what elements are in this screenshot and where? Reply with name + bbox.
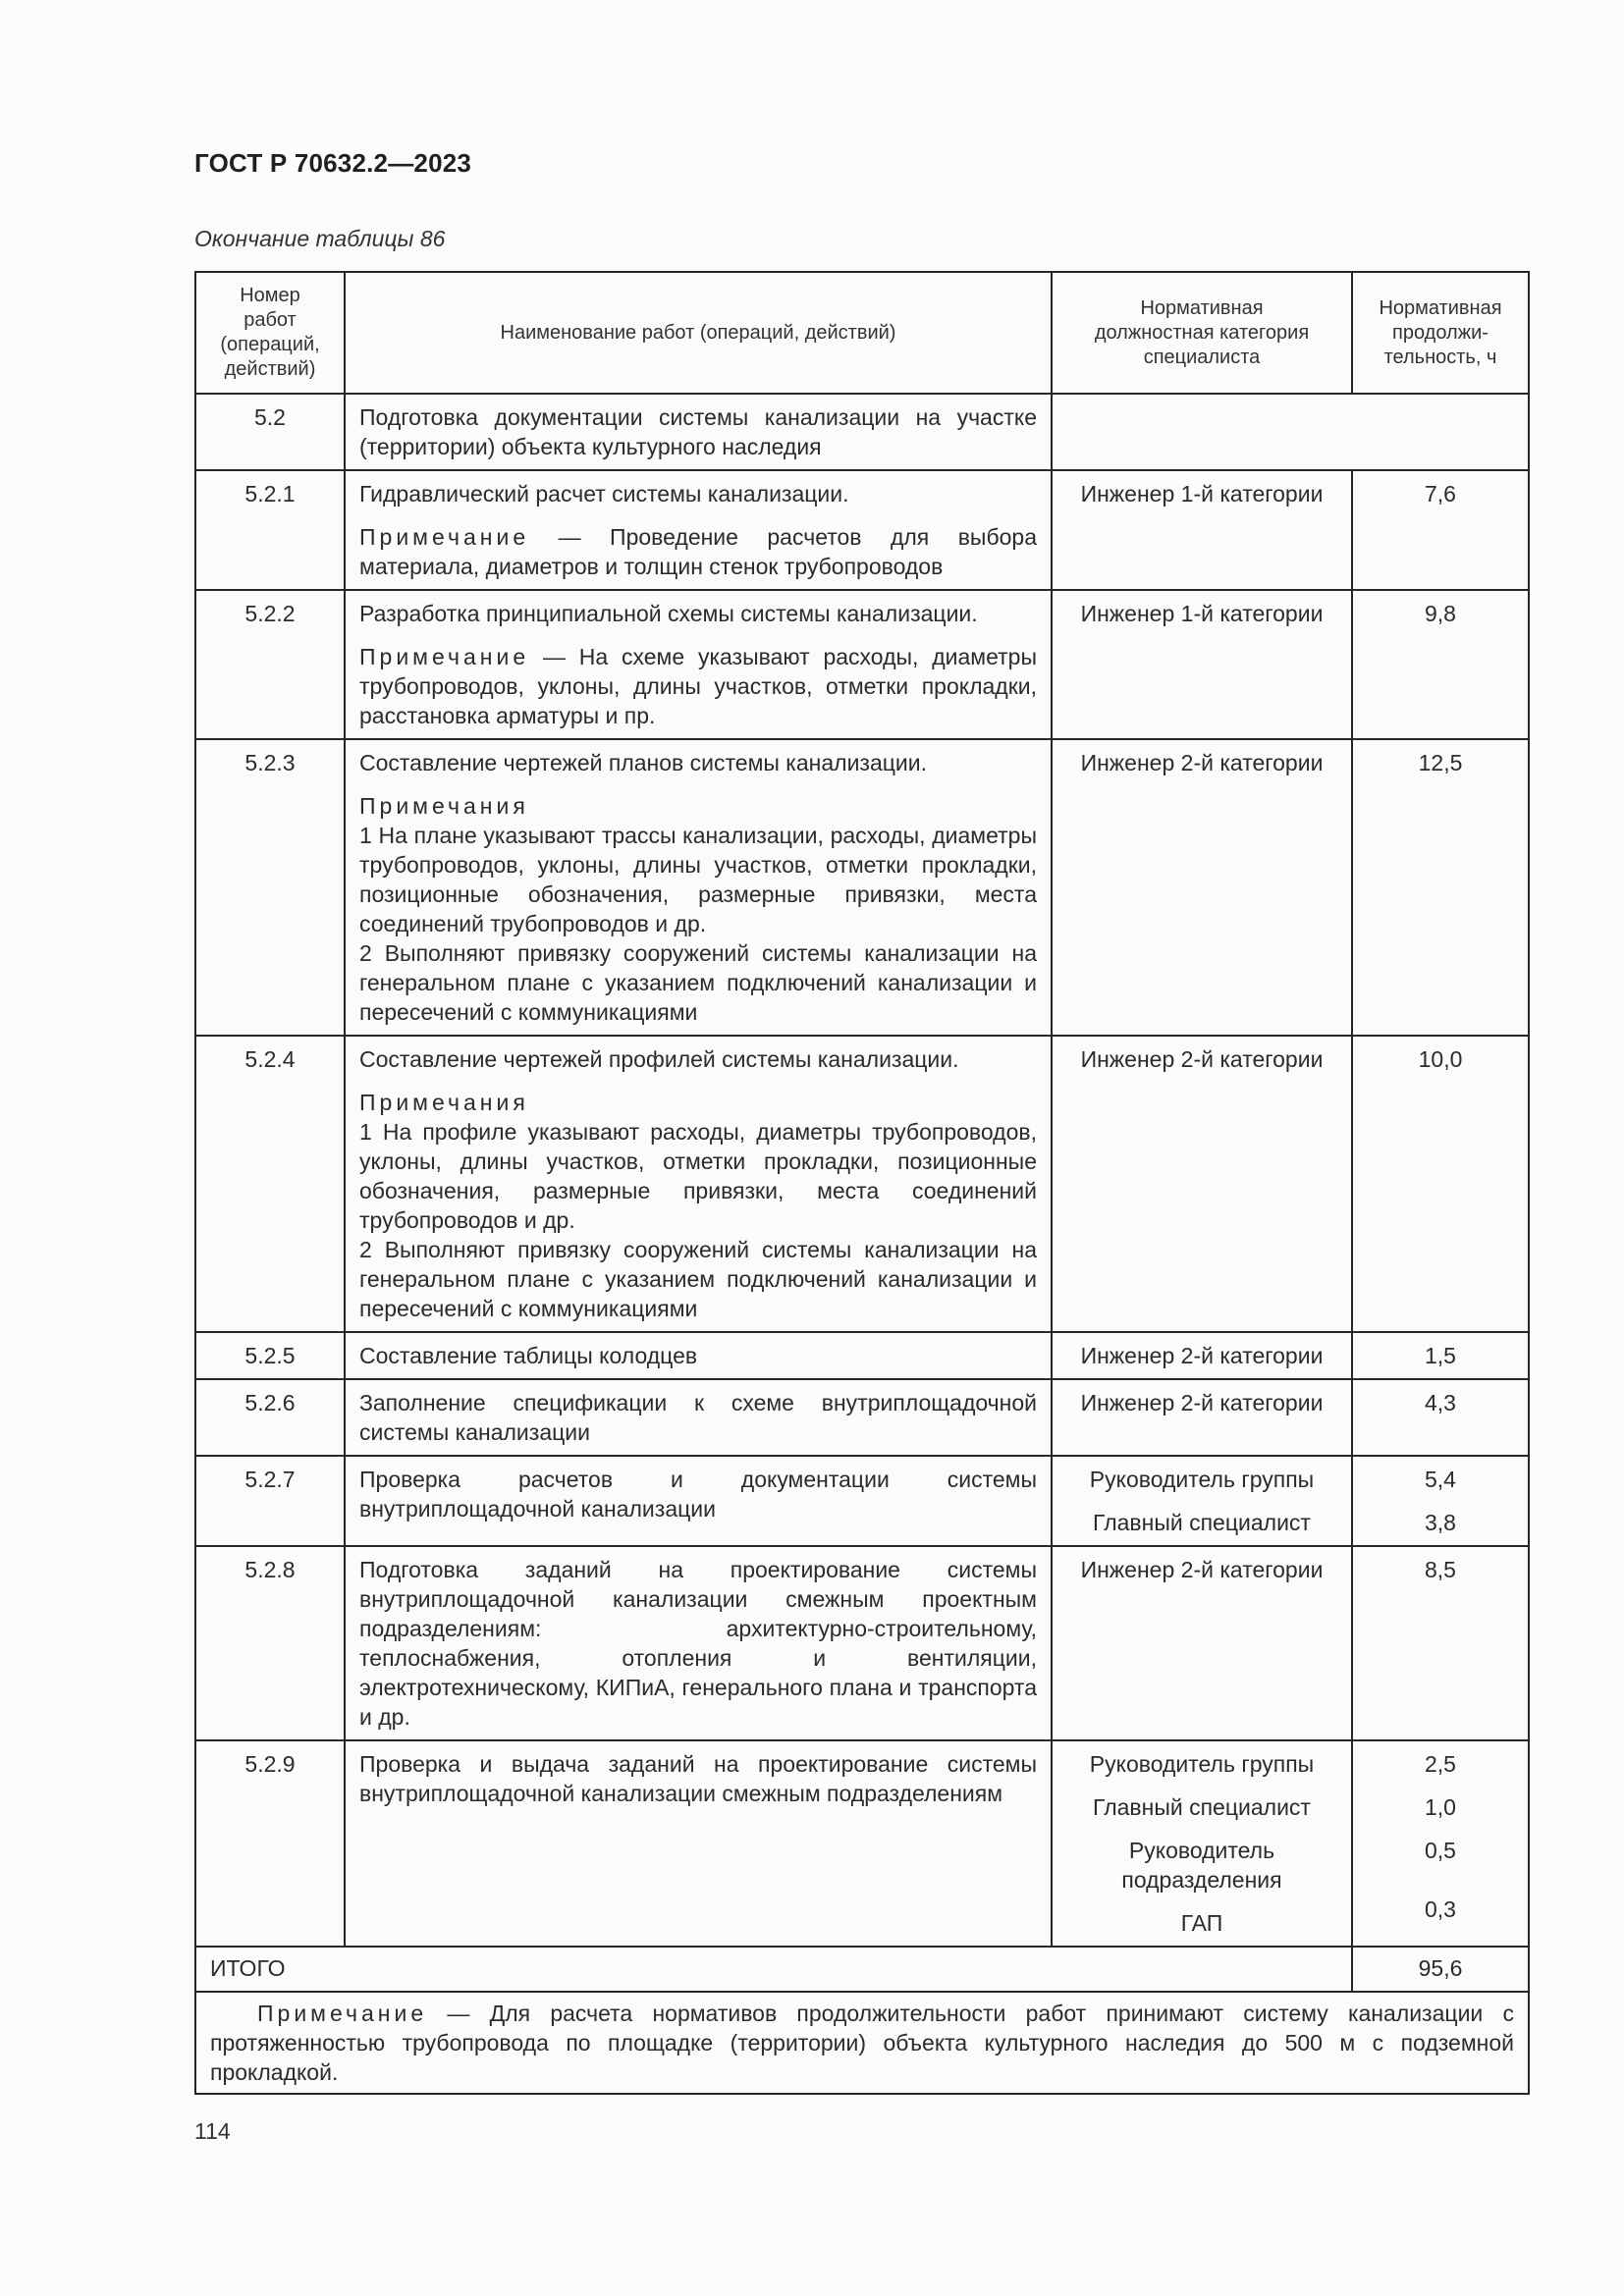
specialist-category: Руководитель группы bbox=[1089, 1751, 1315, 1777]
work-name: Составление чертежей планов системы канализации. bbox=[359, 750, 928, 775]
work-note: Примечание — Проведение расчетов для выбора материала, диаметров и толщин стенок трубопроводов bbox=[359, 524, 1037, 579]
work-notes: Примечания 1 На профиле указывают расходы, диаметры трубопроводов, уклоны, длины участков, отметки прокладки, позиционные обозначения, размерные привязки, места соединений трубопроводов и др. 2 Выполняют привязку сооружений системы канализации на генеральном плане с указанием подключений канализации и пересечений с коммуникациями bbox=[359, 1090, 1037, 1321]
specialist-category: Инженер 1-й категории bbox=[1080, 601, 1324, 626]
duration-value: 7,6 bbox=[1425, 481, 1456, 507]
work-name: Составление таблицы колодцев bbox=[359, 1343, 698, 1368]
total-label: ИТОГО bbox=[210, 1955, 286, 1981]
header-num: Номер работ (операций, действий) bbox=[195, 272, 345, 394]
table-row bbox=[195, 1332, 1529, 1379]
specialist-category: Инженер 1-й категории bbox=[1080, 481, 1324, 507]
total-value: 95,6 bbox=[1418, 1955, 1463, 1981]
table-row bbox=[195, 1036, 1529, 1332]
work-notes: Примечания 1 На плане указывают трассы канализации, расходы, диаметры трубопроводов, уклоны, длины участков, отметки прокладки, позиционные обозначения, размерные привязки, места соединений трубопроводов и др. 2 Выполняют привязку сооружений системы канализации на генеральном плане с указанием подключений канализации и пересечений с коммуникациями bbox=[359, 793, 1037, 1025]
specialist-category: Инженер 2-й категории bbox=[1080, 1557, 1324, 1582]
work-name: Подготовка заданий на проектирование системы внутриплощадочной канализации смежным проектным подразделениям: архитектурно-строительному, теплоснабжения, отопления и вентиляции, электротехническому, КИПиА, генерального плана и транспорта и др. bbox=[359, 1557, 1037, 1730]
work-name: Заполнение спецификации к схеме внутриплощадочной системы канализации bbox=[359, 1390, 1037, 1445]
norms-table bbox=[194, 271, 1530, 2095]
table-caption: Окончание таблицы 86 bbox=[194, 226, 446, 251]
duration-value: 5,4 bbox=[1425, 1467, 1456, 1492]
duration-value: 1,5 bbox=[1425, 1343, 1456, 1368]
duration-value: 1,0 bbox=[1425, 1794, 1456, 1820]
specialist-category: Инженер 2-й категории bbox=[1080, 1046, 1324, 1072]
work-name: Составление чертежей профилей системы канализации. bbox=[359, 1046, 959, 1072]
row-number: 5.2 bbox=[254, 404, 286, 430]
header-category: Нормативная должностная категория специалиста bbox=[1052, 272, 1352, 394]
specialist-category: ГАП bbox=[1180, 1910, 1223, 1936]
specialist-category: Инженер 2-й категории bbox=[1080, 1390, 1324, 1415]
row-number: 5.2.5 bbox=[244, 1343, 296, 1368]
duration-value: 9,8 bbox=[1425, 601, 1456, 626]
row-number: 5.2.8 bbox=[244, 1557, 296, 1582]
duration-value: 8,5 bbox=[1425, 1557, 1456, 1582]
table-row bbox=[195, 590, 1529, 739]
specialist-category: Главный специалист bbox=[1093, 1794, 1311, 1820]
duration-value: 0,3 bbox=[1425, 1896, 1456, 1922]
row-number: 5.2.2 bbox=[244, 601, 296, 626]
total-row bbox=[195, 1947, 1529, 1992]
row-number: 5.2.6 bbox=[244, 1390, 296, 1415]
specialist-category: Руководитель подразделения bbox=[1121, 1838, 1282, 1893]
work-name: Проверка и выдача заданий на проектирование системы внутриплощадочной канализации смежным подразделениям bbox=[359, 1751, 1037, 1806]
row-number: 5.2.1 bbox=[244, 481, 296, 507]
table-row bbox=[195, 470, 1529, 590]
footnote-row bbox=[195, 1992, 1529, 2094]
table-row bbox=[195, 394, 1529, 470]
document-header: ГОСТ Р 70632.2—2023 bbox=[194, 148, 472, 178]
duration-value: 4,3 bbox=[1425, 1390, 1456, 1415]
work-name: Подготовка документации системы канализации на участке (территории) объекта культурного наследия bbox=[359, 404, 1037, 459]
specialist-category: Руководитель группы bbox=[1089, 1467, 1315, 1492]
table-row bbox=[195, 1456, 1529, 1546]
table-row bbox=[195, 1546, 1529, 1740]
work-name: Разработка принципиальной схемы системы канализации. bbox=[359, 601, 978, 626]
work-name: Проверка расчетов и документации системы внутриплощадочной канализации bbox=[359, 1467, 1037, 1522]
duration-value: 12,5 bbox=[1418, 750, 1463, 775]
specialist-category: Инженер 2-й категории bbox=[1080, 750, 1324, 775]
table-header-row bbox=[195, 272, 1529, 394]
work-name: Гидравлический расчет системы канализации. bbox=[359, 481, 849, 507]
specialist-category: Инженер 2-й категории bbox=[1080, 1343, 1324, 1368]
header-name: Наименование работ (операций, действий) bbox=[345, 272, 1052, 394]
duration-value: 3,8 bbox=[1425, 1510, 1456, 1535]
duration-value: 10,0 bbox=[1418, 1046, 1463, 1072]
row-number: 5.2.7 bbox=[244, 1467, 296, 1492]
duration-value: 0,5 bbox=[1425, 1838, 1456, 1863]
table-row bbox=[195, 739, 1529, 1036]
row-number: 5.2.3 bbox=[244, 750, 296, 775]
page-number: 114 bbox=[194, 2118, 231, 2144]
specialist-category: Главный специалист bbox=[1093, 1510, 1311, 1535]
table-footnote: Примечание — Для расчета нормативов продолжительности работ принимают систему канализации с протяженностью трубопровода по площадке (территории) объекта культурного наследия до 500 м с подземной прокладкой. bbox=[210, 2001, 1515, 2085]
work-note: Примечание — На схеме указывают расходы, диаметры трубопроводов, уклоны, длины участков, отметки прокладки, расстановка арматуры и пр. bbox=[359, 644, 1037, 728]
duration-value: 2,5 bbox=[1425, 1751, 1456, 1777]
table-row bbox=[195, 1740, 1529, 1947]
header-duration: Нормативная продолжи- тельность, ч bbox=[1352, 272, 1529, 394]
row-number: 5.2.4 bbox=[244, 1046, 296, 1072]
row-number: 5.2.9 bbox=[244, 1751, 296, 1777]
table-row bbox=[195, 1379, 1529, 1456]
